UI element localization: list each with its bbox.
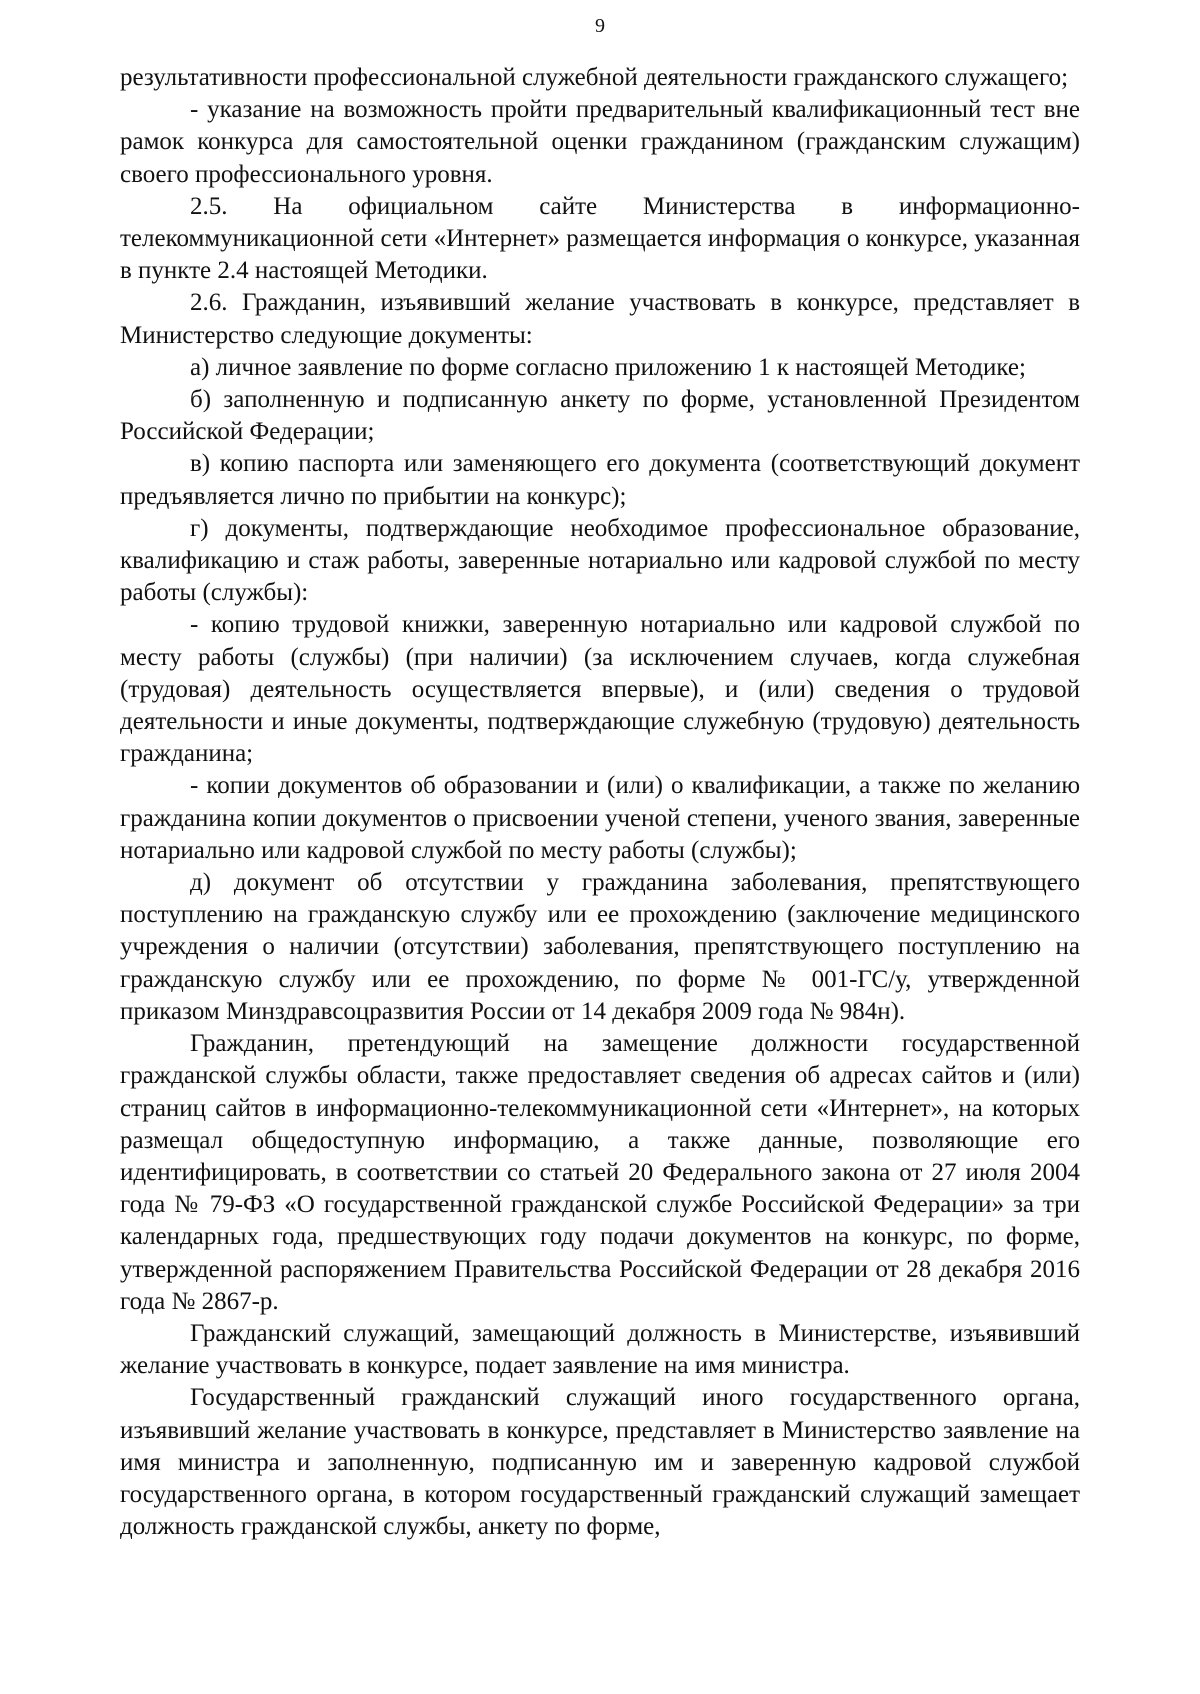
paragraph-internet-info: Гражданин, претендующий на замещение должности государственной гражданской службы области, также предоставляет сведения об адресах сайтов и (или) страниц сайтов в информационно-телекоммуникационной сети «Интернет», на которых размещал общедоступную информацию, а также данные, позволяющие его идентифицировать, в соответствии со статьей 20 Федерального закона от 27 июля 2004 года № 79-ФЗ «О государственной гражданской службе Российской Федерации» за три календарных года, предшествующих году подачи документов на конкурс, по форме, утвержденной распоряжением Правительства Российской Федерации от 28 декабря 2016 года № 2867-р. [120, 1030, 1080, 1315]
paragraph-education-docs: - копии документов об образовании и (или) о квалификации, а также по желанию гражданина копии документов о присвоении ученой степени, ученого звания, заверенные нотариально или кадровой службой по месту работы (службы); [120, 772, 1080, 864]
paragraph-2-5: 2.5. На официальном сайте Министерства в информационно-телекоммуникационной сети «Интернет» размещается информация о конкурсе, указанная в пункте 2.4 настоящей Методики. [120, 192, 1080, 285]
document-body [120, 62, 1080, 1543]
paragraph-item-d: д) документ об отсутствии у гражданина заболевания, препятствующего поступлению на гражданскую службу или ее прохождению (заключение медицинского учреждения о наличии (отсутствии) заболевания, препятствующего поступлению на гражданскую службу или ее прохождению, по форме № 001-ГС/у, утвержденной приказом Минздравсоцразвития России от 14 декабря 2009 года № 984н). [120, 869, 1080, 1025]
paragraph-labor-book: - копию трудовой книжки, заверенную нотариально или кадровой службой по месту работы (службы) (при наличии) (за исключением случаев, когда служебная (трудовая) деятельность осуществляется впервые), и (или) сведения о трудовой деятельности и иные документы, подтверждающие служебную (трудовую) деятельность гражданина; [120, 611, 1080, 768]
paragraph-item-g: г) документы, подтверждающие необходимое профессиональное образование, квалификацию и стаж работы, заверенные нотариально или кадровой службой по месту работы (службы): [120, 514, 1080, 607]
paragraph-2-6: 2.6. Гражданин, изъявивший желание участвовать в конкурсе, представляет в Министерство следующие документы: [120, 289, 1080, 349]
paragraph-item-v: в) копию паспорта или заменяющего его документа (соответствующий документ предъявляется лично по прибытии на конкурс); [120, 450, 1080, 510]
paragraph-item-a: а) личное заявление по форме согласно приложению 1 к настоящей Методике; [190, 353, 1026, 381]
paragraph-continuation: результативности профессиональной служебной деятельности гражданского служащего; [120, 64, 1069, 91]
paragraph-item-b: б) заполненную и подписанную анкету по форме, установленной Президентом Российской Федерации; [120, 386, 1080, 446]
paragraph-test-option: - указание на возможность пройти предварительный квалификационный тест вне рамок конкурса для самостоятельной оценки гражданином (гражданским служащим) своего профессионального уровня. [120, 96, 1080, 188]
page-number: 9 [595, 15, 605, 37]
paragraph-ministry-employee: Гражданский служащий, замещающий должность в Министерстве, изъявивший желание участвовать в конкурсе, подает заявление на имя министра. [120, 1319, 1080, 1380]
paragraph-other-agency-employee: Государственный гражданский служащий иного государственного органа, изъявивший желание участвовать в конкурсе, представляет в Министерство заявление на имя министра и заполненную, подписанную им и заверенную кадровой службой государственного органа, в котором государственный гражданский служащий замещает должность гражданской службы, анкету по форме, [120, 1384, 1080, 1541]
